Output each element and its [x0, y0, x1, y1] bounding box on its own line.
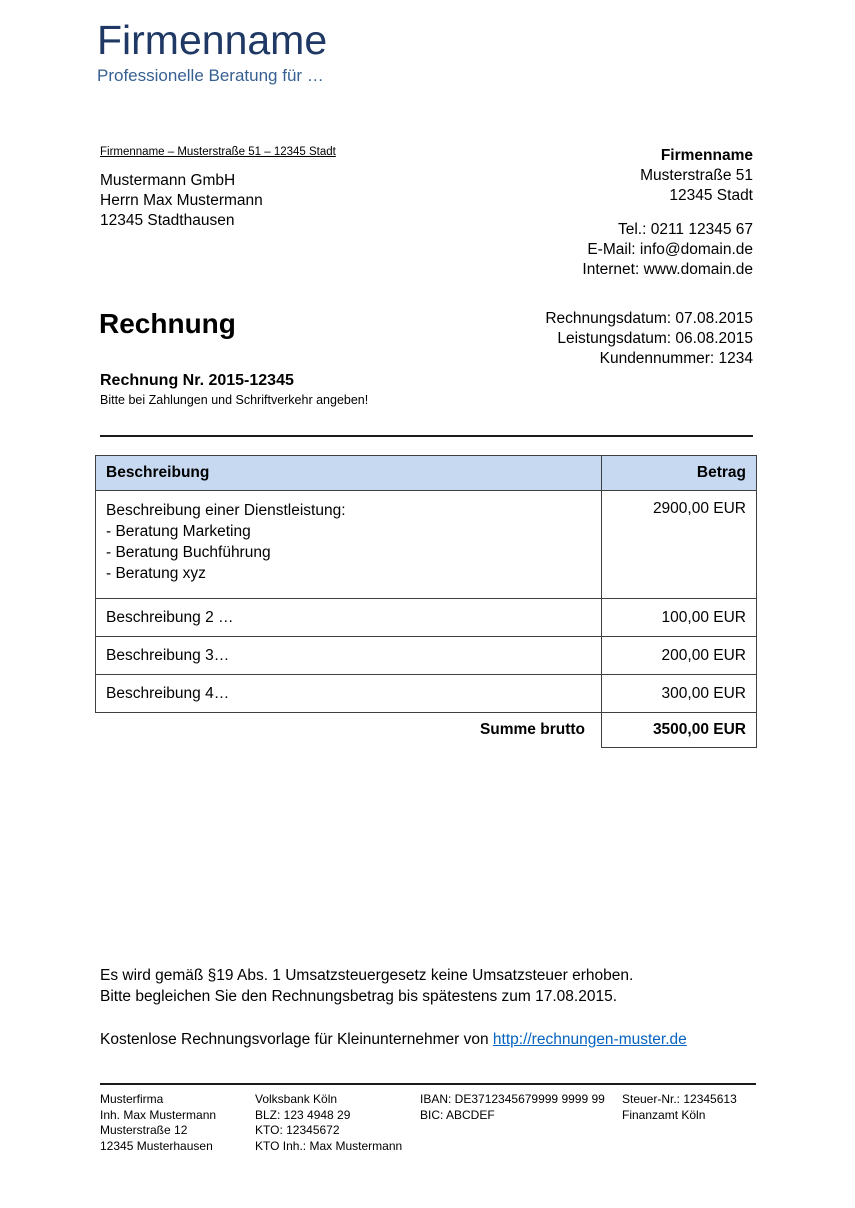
service-date-line: Leistungsdatum: 06.08.2015 — [557, 330, 753, 347]
items-table — [95, 455, 757, 748]
table-row — [96, 599, 757, 637]
notes-section — [100, 965, 687, 1050]
footer-iban-column — [420, 1092, 622, 1154]
description-line: - Beratung xyz — [106, 565, 206, 582]
description-cell — [96, 491, 602, 599]
table-header-amount: Betrag — [602, 456, 757, 491]
invoice-number: Rechnung Nr. 2015-12345 — [100, 372, 294, 389]
description-line: - Beratung Buchführung — [106, 544, 271, 561]
footer-line: Inh. Max Mustermann — [100, 1107, 217, 1122]
invoice-date-line: Rechnungsdatum: 07.08.2015 — [545, 310, 753, 327]
company-contact — [582, 220, 753, 280]
amount-cell: 300,00 EUR — [602, 675, 757, 713]
table-row — [96, 675, 757, 713]
description-cell: Beschreibung 4… — [96, 675, 602, 713]
recipient-line: 12345 Stadthausen — [100, 212, 235, 229]
amount-cell: 100,00 EUR — [602, 599, 757, 637]
footer-line: KTO Inh.: Max Mustermann — [255, 1138, 403, 1153]
footer-line: BLZ: 123 4948 29 — [255, 1107, 351, 1122]
tax-note: Es wird gemäß §19 Abs. 1 Umsatzsteuergesetz keine Umsatzsteuer erhoben. — [100, 967, 634, 984]
table-row — [96, 491, 757, 599]
recipient-address — [100, 171, 336, 231]
template-source-line — [100, 1029, 687, 1050]
company-email: E-Mail: info@domain.de — [587, 241, 753, 258]
table-row — [96, 637, 757, 675]
source-link[interactable]: http://rechnungen-muster.de — [492, 1031, 687, 1048]
invoice-number-note: Bitte bei Zahlungen und Schriftverkehr angeben! — [100, 393, 369, 407]
description-cell: Beschreibung 3… — [96, 637, 602, 675]
table-header-row — [96, 456, 757, 491]
brand-tagline: Professionelle Beratung für … — [97, 66, 324, 86]
table-total-row — [96, 713, 757, 748]
total-amount: 3500,00 EUR — [602, 713, 757, 748]
amount-cell: 2900,00 EUR — [602, 491, 757, 599]
footer-bank-column — [255, 1092, 420, 1154]
company-info-block — [582, 146, 753, 280]
footer-company-column — [100, 1092, 255, 1154]
items-section — [95, 455, 757, 748]
description-line: Beschreibung einer Dienstleistung: — [106, 502, 346, 519]
invoice-number-block — [100, 372, 368, 407]
footer — [100, 1083, 756, 1154]
footer-line: KTO: 12345672 — [255, 1123, 340, 1137]
footer-line: Steuer-Nr.: 12345613 — [622, 1092, 737, 1106]
footer-line: 12345 Musterhausen — [100, 1138, 213, 1153]
invoice-title: Rechnung — [99, 308, 236, 339]
company-name: Firmenname — [660, 147, 753, 164]
sender-line: Firmenname – Musterstraße 51 – 12345 Stadt — [100, 146, 336, 158]
divider-rule — [100, 435, 753, 437]
recipient-line: Mustermann GmbH — [100, 172, 236, 189]
footer-line: BIC: ABCDEF — [420, 1107, 495, 1122]
brand-title: Firmenname — [97, 17, 328, 63]
footer-tax-column — [622, 1092, 756, 1154]
customer-number-line: Kundennummer: 1234 — [599, 350, 753, 367]
invoice-meta — [545, 309, 753, 369]
footer-line: Volksbank Köln — [255, 1092, 338, 1106]
footer-line: IBAN: DE3712345679999 9999 99 — [420, 1092, 605, 1106]
description-line: - Beratung Marketing — [106, 523, 251, 540]
payment-due-note: Bitte begleichen Sie den Rechnungsbetrag bis spätestens zum 17.08.2015. — [100, 988, 618, 1005]
total-label: Summe brutto — [479, 721, 585, 739]
recipient-block — [100, 146, 336, 231]
brand-header — [97, 18, 327, 86]
company-address-line: 12345 Stadt — [669, 187, 753, 204]
table-header-description: Beschreibung — [96, 456, 602, 491]
footer-line: Musterfirma — [100, 1092, 164, 1106]
footer-line: Musterstraße 12 — [100, 1123, 188, 1137]
footer-line: Finanzamt Köln — [622, 1107, 706, 1122]
source-prefix: Kostenlose Rechnungsvorlage für Kleinunternehmer von — [100, 1031, 493, 1048]
description-cell: Beschreibung 2 … — [96, 599, 602, 637]
company-website: Internet: www.domain.de — [582, 261, 753, 278]
company-phone: Tel.: 0211 12345 67 — [617, 221, 753, 238]
amount-cell: 200,00 EUR — [602, 637, 757, 675]
recipient-line: Herrn Max Mustermann — [100, 192, 263, 209]
company-address-line: Musterstraße 51 — [640, 167, 753, 184]
